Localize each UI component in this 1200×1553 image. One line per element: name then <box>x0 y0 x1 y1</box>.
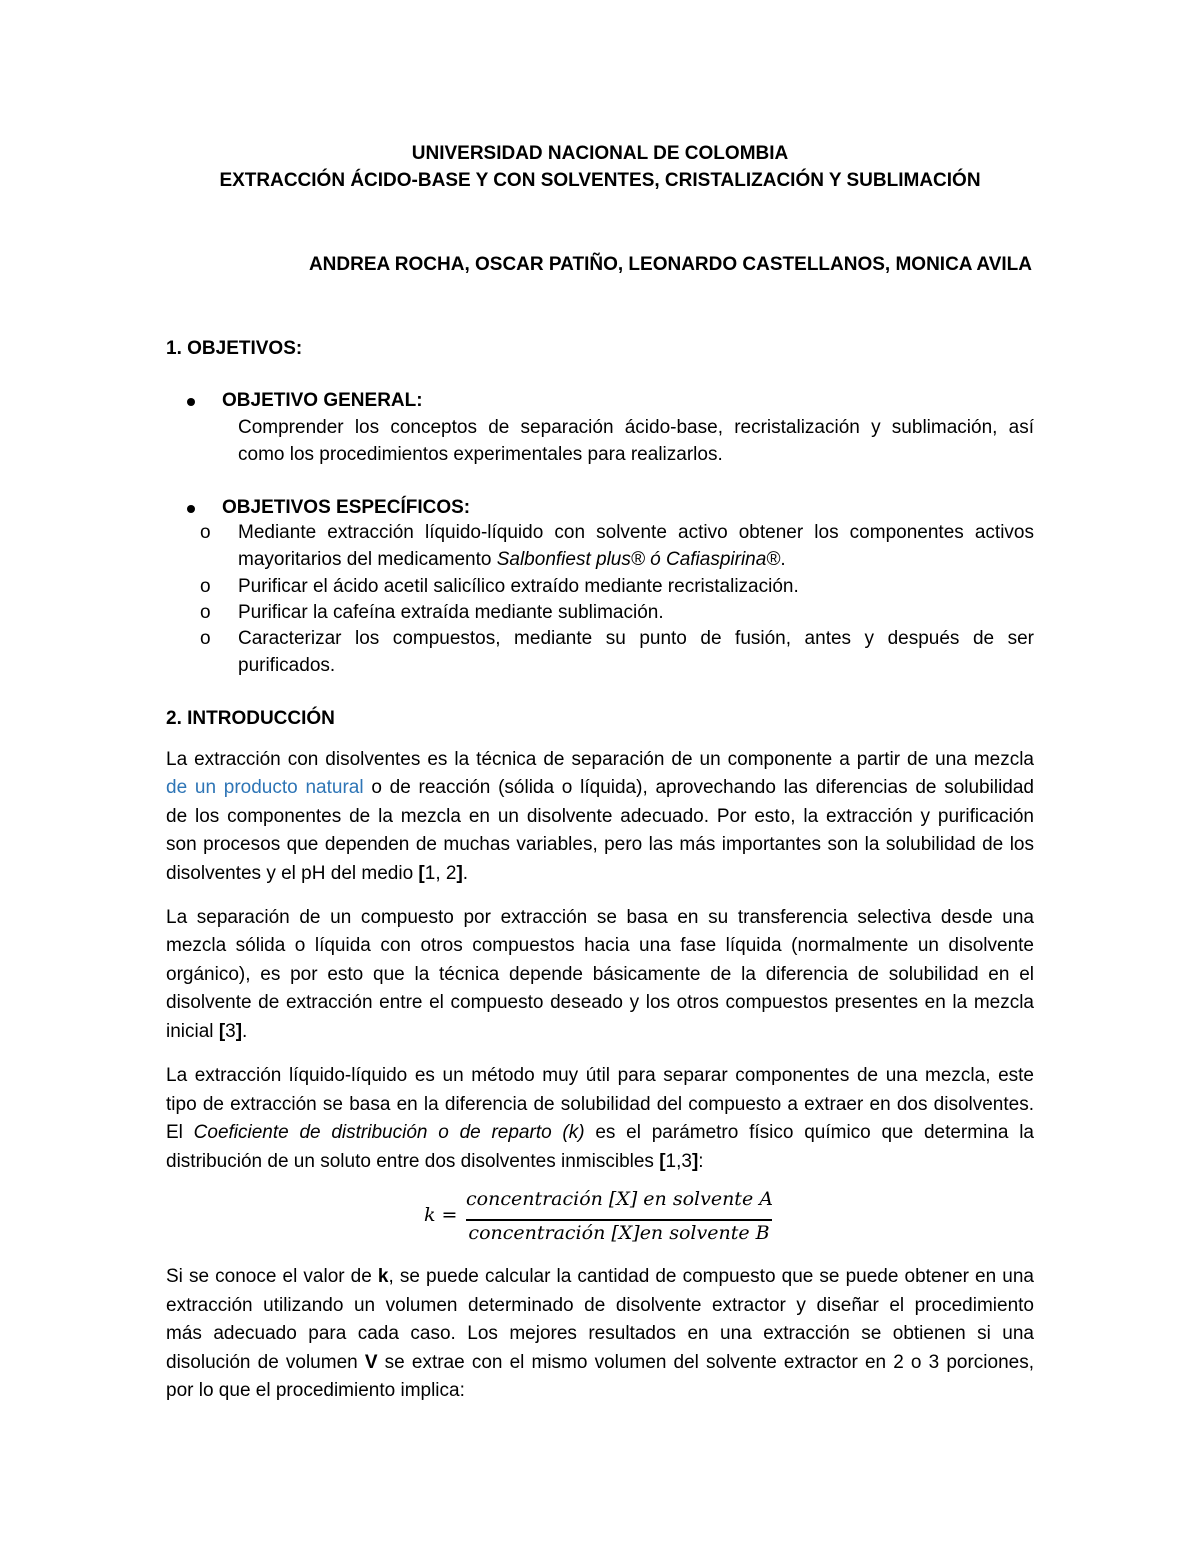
authors: ANDREA ROCHA, OSCAR PATIÑO, LEONARDO CASTELLANOS, MONICA AVILA <box>308 254 1032 275</box>
document-title: EXTRACCIÓN ÁCIDO-BASE Y CON SOLVENTES, CRISTALIZACIÓN Y SUBLIMACIÓN <box>219 170 981 191</box>
paragraph-line: La extracción líquido-líquido es un método muy útil para separar componentes de una mezcla, este <box>166 1065 1034 1086</box>
paragraph-line: disolvente de extracción entre el compuesto deseado y los otros compuestos presentes en la mezcla <box>166 992 1034 1013</box>
variable-v: V <box>364 1352 378 1373</box>
bullet-icon <box>187 505 195 513</box>
citation-bracket: [ <box>418 863 425 884</box>
citation-bracket: ] <box>691 1151 699 1172</box>
sub-bullet-icon: o <box>200 576 211 597</box>
paragraph-line: de los componentes de la mezcla en un disolvente adecuado. Por esto, la extracción y purificación <box>166 806 1034 827</box>
text-run: . <box>780 549 786 570</box>
sub-bullet-icon: o <box>200 522 211 543</box>
citation-bracket: [ <box>659 1151 666 1172</box>
objetivo-especifico-item: Purificar la cafeína extraída mediante sublimación. <box>238 602 664 623</box>
text-run: mayoritarios del medicamento <box>238 549 497 570</box>
formula-numerator: concentración [X] en solvente A <box>466 1188 773 1210</box>
variable-k: k <box>377 1266 389 1287</box>
paragraph-line <box>166 1263 1034 1291</box>
objetivo-especifico-item: purificados. <box>238 655 336 676</box>
paragraph-line: son procesos que dependen de muchas variables, pero las más importantes son la solubilidad de los <box>166 834 1034 855</box>
paragraph-line: La separación de un compuesto por extracción se basa en su transferencia selectiva desde una <box>166 907 1034 928</box>
objetivo-especifico-item <box>238 546 786 574</box>
coefficient-term: Coeficiente de distribución o de reparto (k) <box>193 1122 585 1143</box>
fraction-bar <box>466 1219 772 1221</box>
citation-bracket: [ <box>218 1021 226 1042</box>
text-run: , se puede calcular la cantidad de compuesto que se puede obtener en una <box>388 1266 1034 1287</box>
paragraph-line <box>166 1018 247 1046</box>
citation-bracket: ] <box>235 1021 243 1042</box>
text-run: disolventes y el pH del medio <box>166 863 419 884</box>
objetivo-general-heading: OBJETIVO GENERAL: <box>222 390 423 411</box>
text-run: disolución de volumen <box>166 1352 365 1373</box>
citation-ref: 1, 2 <box>424 863 457 884</box>
text-run: inicial <box>166 1021 219 1042</box>
text-run: . <box>242 1021 248 1042</box>
paragraph-line <box>166 1349 1034 1377</box>
objetivo-especifico-item: Purificar el ácido acetil salicílico extraído mediante recristalización. <box>238 576 799 597</box>
text-run: distribución de un soluto entre dos disolventes inmiscibles <box>166 1151 660 1172</box>
distribution-coefficient-formula <box>420 1188 780 1248</box>
text-run: : <box>698 1151 704 1172</box>
sub-bullet-icon: o <box>200 602 211 623</box>
section-heading-objetivos: 1. OBJETIVOS: <box>166 338 303 359</box>
paragraph-line <box>166 1148 704 1176</box>
paragraph-line: más adecuado para cada caso. Los mejores resultados en una extracción se obtienen si una <box>166 1323 1034 1344</box>
paragraph-line <box>166 1119 1034 1147</box>
citation-ref: 1,3 <box>665 1151 692 1172</box>
paragraph-line: La extracción con disolventes es la técnica de separación de un componente a partir de una mezcla <box>166 749 1034 770</box>
objetivo-especifico-item: Mediante extracción líquido-líquido con solvente activo obtener los componentes activos <box>238 522 1034 543</box>
objetivos-especificos-heading: OBJETIVOS ESPECÍFICOS: <box>222 497 471 518</box>
bullet-icon <box>187 398 195 406</box>
sub-bullet-icon: o <box>200 628 211 649</box>
paragraph-line: extracción utilizando un volumen determinado de disolvente extractor y diseñar el procedimiento <box>166 1295 1034 1316</box>
citation-bracket: ] <box>456 863 463 884</box>
medication-names: Salbonfiest plus® ó Cafiaspirina® <box>496 549 781 570</box>
section-heading-introduccion: 2. INTRODUCCIÓN <box>166 708 335 729</box>
text-run: . <box>462 863 469 884</box>
objetivo-general-text: como los procedimientos experimentales para realizarlos. <box>238 444 723 465</box>
formula-denominator: concentración [X]en solvente B <box>468 1222 770 1244</box>
formula-lhs: k = <box>424 1204 458 1226</box>
text-run: es el parámetro físico químico que determina la <box>584 1122 1034 1143</box>
paragraph-line <box>166 860 468 888</box>
text-run: se extrae con el mismo volumen del solvente extractor en 2 o 3 porciones, <box>377 1352 1034 1373</box>
paragraph-line: mezcla sólida o líquida con otros compuestos hacia una fase líquida (normalmente un disolvente <box>166 935 1034 956</box>
citation-ref: 3 <box>225 1021 236 1042</box>
objetivo-general-text: Comprender los conceptos de separación ácido-base, recristalización y sublimación, así <box>238 417 1034 438</box>
text-run: o de reacción (sólida o líquida), aprovechando las diferencias de solubilidad <box>363 777 1034 798</box>
paragraph-line <box>166 774 1034 802</box>
text-run: El <box>166 1122 194 1143</box>
paragraph-line: por lo que el procedimiento implica: <box>166 1380 465 1401</box>
link-producto-natural[interactable]: de un producto natural <box>166 777 364 798</box>
text-run: Si se conoce el valor de <box>166 1266 378 1287</box>
paragraph-line: orgánico), es por esto que la técnica depende básicamente de la diferencia de solubilidad en el <box>166 964 1034 985</box>
objetivo-especifico-item: Caracterizar los compuestos, mediante su punto de fusión, antes y después de ser <box>238 628 1034 649</box>
paragraph-line: tipo de extracción se basa en la diferencia de solubilidad del compuesto a extraer en dos disolventes. <box>166 1094 1034 1115</box>
university-name: UNIVERSIDAD NACIONAL DE COLOMBIA <box>411 143 789 164</box>
